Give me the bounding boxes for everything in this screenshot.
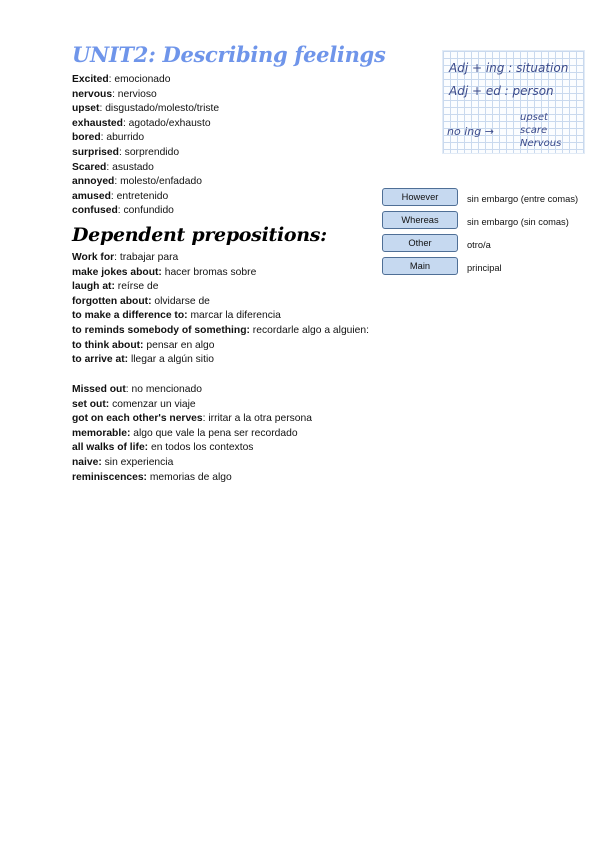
term: to reminds somebody of something: bbox=[72, 324, 250, 336]
meaning: reírse de bbox=[117, 281, 159, 293]
meaning: irritar a la otra persona bbox=[208, 413, 312, 425]
term: set out: bbox=[72, 398, 110, 410]
meaning: entretenido bbox=[116, 190, 169, 202]
vocab-list bbox=[72, 383, 312, 485]
meaning: molesto/enfadado bbox=[120, 176, 202, 188]
separator: : bbox=[125, 384, 132, 395]
meaning: nervioso bbox=[117, 88, 157, 100]
feeling-item bbox=[72, 175, 219, 190]
feeling-item bbox=[72, 73, 219, 88]
vocab-item bbox=[72, 441, 312, 456]
note-line-no-ing: no ing → bbox=[447, 125, 494, 138]
separator: : bbox=[117, 205, 124, 217]
term: laugh at: bbox=[72, 281, 115, 293]
meaning: pensar en algo bbox=[146, 339, 215, 351]
meaning: asustado bbox=[112, 161, 154, 173]
feeling-item bbox=[72, 131, 219, 146]
term: upset bbox=[72, 103, 100, 115]
vocab-item bbox=[72, 412, 312, 427]
separator: : bbox=[108, 74, 115, 85]
preposition-item bbox=[72, 353, 369, 368]
term: naive: bbox=[72, 456, 102, 468]
connector-however: However bbox=[382, 188, 458, 206]
note-line-ed: Adj + ed : person bbox=[449, 84, 554, 98]
meaning: marcar la diferencia bbox=[190, 310, 281, 322]
prepositions-title: Dependent prepositions: bbox=[72, 224, 327, 246]
term: Scared bbox=[72, 161, 107, 173]
note-word: upset bbox=[520, 112, 548, 123]
term: bored bbox=[72, 132, 101, 144]
connector-whereas: Whereas bbox=[382, 211, 458, 229]
term: memorable: bbox=[72, 427, 131, 439]
meaning: sorprendido bbox=[124, 146, 180, 158]
preposition-item bbox=[72, 280, 369, 295]
meaning: olvidarse de bbox=[154, 295, 210, 307]
term: nervous bbox=[72, 88, 113, 100]
feeling-item bbox=[72, 102, 219, 117]
meaning: sin experiencia bbox=[104, 456, 174, 468]
connector-main: Main bbox=[382, 257, 458, 275]
term: got on each other's nerves bbox=[72, 413, 203, 425]
note-word: scare bbox=[520, 125, 548, 136]
feeling-item bbox=[72, 161, 219, 176]
preposition-item bbox=[72, 251, 369, 266]
preposition-item bbox=[72, 295, 369, 310]
term: forgotten about: bbox=[72, 295, 152, 307]
connector-meaning: sin embargo (sin comas) bbox=[467, 217, 569, 227]
feeling-item bbox=[72, 146, 219, 161]
preposition-item bbox=[72, 309, 369, 324]
prepositions-list bbox=[72, 251, 369, 368]
preposition-item bbox=[72, 339, 369, 354]
separator: : bbox=[112, 88, 118, 100]
meaning: confundido bbox=[123, 205, 174, 217]
meaning: emocionado bbox=[114, 74, 171, 85]
term: to arrive at: bbox=[72, 354, 129, 366]
separator: : bbox=[100, 132, 107, 144]
feeling-item bbox=[72, 88, 219, 103]
handwritten-note bbox=[442, 50, 585, 154]
separator: : bbox=[106, 161, 113, 173]
term: to think about: bbox=[72, 339, 144, 351]
vocab-item bbox=[72, 427, 312, 442]
separator: : bbox=[122, 117, 129, 129]
term: Missed out bbox=[72, 384, 126, 395]
connector-meaning: otro/a bbox=[467, 240, 491, 250]
connector-meaning: sin embargo (entre comas) bbox=[467, 194, 579, 204]
feeling-item bbox=[72, 190, 219, 205]
meaning: comenzar un viaje bbox=[112, 398, 196, 410]
vocab-item bbox=[72, 383, 312, 398]
vocab-item bbox=[72, 456, 312, 471]
meaning: agotado/exhausto bbox=[128, 117, 211, 129]
term: annoyed bbox=[72, 176, 115, 188]
preposition-item bbox=[72, 266, 369, 281]
meaning: disgustado/molesto/triste bbox=[105, 103, 220, 115]
separator: : bbox=[202, 413, 209, 425]
term: Work for bbox=[72, 252, 115, 263]
preposition-item bbox=[72, 324, 369, 339]
term: Excited bbox=[72, 74, 109, 85]
meaning: aburrido bbox=[106, 132, 145, 144]
meaning: memorias de algo bbox=[149, 471, 232, 483]
separator: : bbox=[114, 176, 121, 188]
separator: : bbox=[118, 146, 125, 158]
note-line-ing: Adj + ing : situation bbox=[449, 61, 569, 75]
vocab-item bbox=[72, 471, 312, 486]
unit-title: UNIT2: Describing feelings bbox=[72, 42, 386, 67]
term: confused bbox=[72, 205, 118, 217]
term: amused bbox=[72, 190, 111, 202]
term: surprised bbox=[72, 146, 119, 158]
term: reminiscences: bbox=[72, 471, 147, 483]
meaning: recordarle algo a alguien: bbox=[252, 324, 369, 336]
term: make jokes about: bbox=[72, 266, 162, 278]
meaning: algo que vale la pena ser recordado bbox=[133, 427, 298, 439]
connector-other: Other bbox=[382, 234, 458, 252]
meaning: llegar a algún sitio bbox=[130, 354, 214, 366]
separator: : bbox=[110, 190, 117, 202]
note-word: Nervous bbox=[520, 138, 562, 149]
feeling-item bbox=[72, 204, 219, 219]
vocab-item bbox=[72, 398, 312, 413]
feelings-list bbox=[72, 73, 219, 219]
connector-meaning: principal bbox=[467, 263, 502, 273]
term: to make a difference to: bbox=[72, 310, 188, 322]
separator: : bbox=[114, 252, 120, 263]
meaning: no mencionado bbox=[131, 384, 202, 395]
feeling-item bbox=[72, 117, 219, 132]
term: exhausted bbox=[72, 117, 123, 129]
meaning: trabajar para bbox=[119, 252, 179, 263]
term: all walks of life: bbox=[72, 442, 149, 454]
separator: : bbox=[99, 103, 106, 115]
meaning: hacer bromas sobre bbox=[164, 266, 257, 278]
meaning: en todos los contextos bbox=[150, 442, 254, 454]
